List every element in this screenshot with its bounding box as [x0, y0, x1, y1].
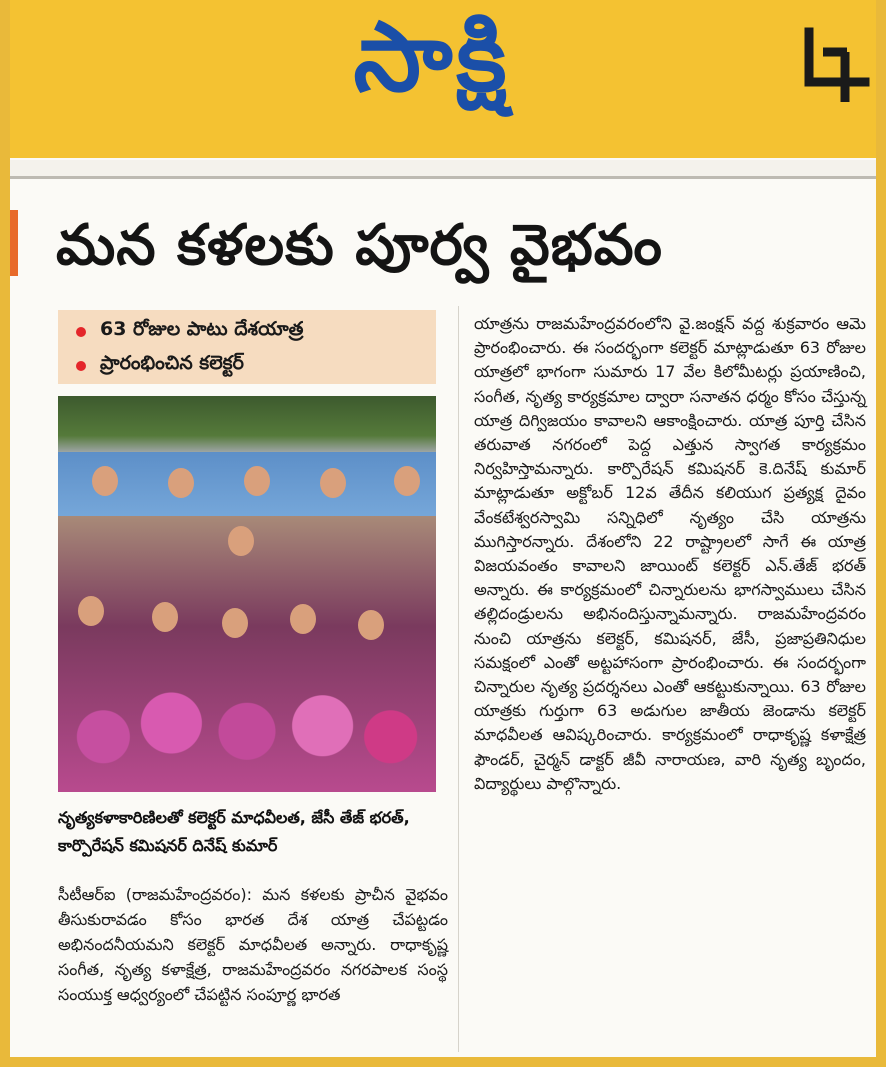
- bullet-dot-icon: [76, 327, 86, 337]
- article-body-right: యాత్రను రాజమహేంద్రవరంలోని వై.జంక్షన్ వద్ద శుక్రవారం ఆమె ప్రారంభించారు. ఈ సందర్భంగా కలెక్టర్ మాట్లాడుతూ 63 రోజుల యాత్రలో భాగంగా సుమారు 17 వేల కిలోమీటర్లు ప్రయాణించి, సంగీత, నృత్య కార్యక్రమాల ద్వారా సనాతన ధర్మం కోసం చేస్తున్న యాత్ర దిగ్విజయం కావాలని ఆకాంక్షించారు. యాత్ర పూర్తి చేసిన తరువాత నగరంలో పెద్ద ఎత్తున స్వాగత కార్యక్రమం నిర్వహిస్తామన్నారు. కార్పొరేషన్ కమిషనర్ కె.దినేష్ కుమార్ మాట్లాడుతూ అక్టోబర్ 12వ తేదీన కలియుగ ప్రత్యక్ష దైవం వేంకటేశ్వరస్వామి సన్నిధిలో నృత్యం చేసి యాత్రను ముగిస్తారన్నారు. దేశంలోని 22 రాష్ట్రాలలో సాగే ఈ యాత్ర విజయవంతం కావాలని జాయింట్ కలెక్టర్ ఎన్.తేజ్ భరత్ అన్నారు. ఈ కార్యక్రమంలో చిన్నారులను భాగస్వాములు చేసిన తల్లిదండ్రులను అభినందిస్తున్నామన్నారు. రాజమహేంద్రవరం నుంచి యాత్రను కలెక్టర్, కమిషనర్, జేసీ, ప్రజాప్రతినిధుల సమక్షంలో ఎంతో అట్టహాసంగా ప్రారంభించారు. ఈ సందర్భంగా చిన్నారుల నృత్య ప్రదర్శనలు ఎంతో ఆకట్టుకున్నాయి. 63 రోజుల యాత్రకు గుర్తుగా 63 అడుగుల జాతీయ జెండాను కలెక్టర్ మాధవీలత ఆవిష్కరించారు. కార్యక్రమంలో రాధాకృష్ణ కళాక్షేత్ర ఫౌండర్, చైర్మన్ డాక్టర్ జీవీ నారాయణ, వారి నృత్య బృందం, విద్యార్థులు పాల్గొన్నారు.: [474, 314, 866, 793]
- highlight-text: 63 రోజుల పాటు దేశయాత్ర: [100, 318, 304, 340]
- highlight-item: [76, 352, 244, 379]
- photo-face: [358, 610, 384, 640]
- photo-face: [394, 466, 420, 496]
- photo-face: [228, 526, 254, 556]
- photo-dancers-group: [58, 516, 436, 792]
- article-photo: [58, 396, 436, 792]
- article-body-left: సీటీఆర్ఐ (రాజమహేంద్రవరం): మన కళలకు ప్రాచీన వైభవం తీసుకురావడం కోసం భారత దేశ యాత్ర చేపట్టడం అభినందనీయమని కలెక్టర్ మాధవీలత అన్నారు. రాధాకృష్ణ సంగీత, నృత్య కళాక్షేత్ర, రాజమహేంద్రవరం నగరపాలక సంస్థ సంయుక్త ఆధ్వర్యంలో చేపట్టిన సంపూర్ణ భారత: [58, 885, 448, 1004]
- newspaper-logo: సాక్షి: [353, 1, 511, 113]
- photo-face: [290, 604, 316, 634]
- photo-face: [92, 466, 118, 496]
- photo-face: [152, 602, 178, 632]
- photo-face: [78, 596, 104, 626]
- sakshi-crop-mark-icon: [795, 22, 875, 112]
- column-divider: [458, 306, 459, 1052]
- bullet-dot-icon: [76, 361, 86, 371]
- masthead-divider: [10, 160, 876, 179]
- photo-caption: నృత్యకళాకారిణిలతో కలెక్టర్ మాధవీలత, జేసీ తేజ్ భరత్, కార్పొరేషన్ కమిషనర్ దినేష్ కుమార్: [58, 808, 410, 855]
- highlights-box: [58, 310, 436, 384]
- article-headline: మన కళలకు పూర్వ వైభవం: [56, 213, 663, 278]
- newspaper-clipping: [10, 0, 876, 1057]
- masthead: [10, 0, 876, 158]
- headline-accent-bar: [10, 210, 18, 276]
- photo-face: [320, 468, 346, 498]
- photo-face: [222, 608, 248, 638]
- photo-face: [244, 466, 270, 496]
- photo-face: [168, 468, 194, 498]
- highlight-item: [76, 318, 303, 345]
- highlight-text: ప్రారంభించిన కలెక్టర్: [100, 352, 244, 374]
